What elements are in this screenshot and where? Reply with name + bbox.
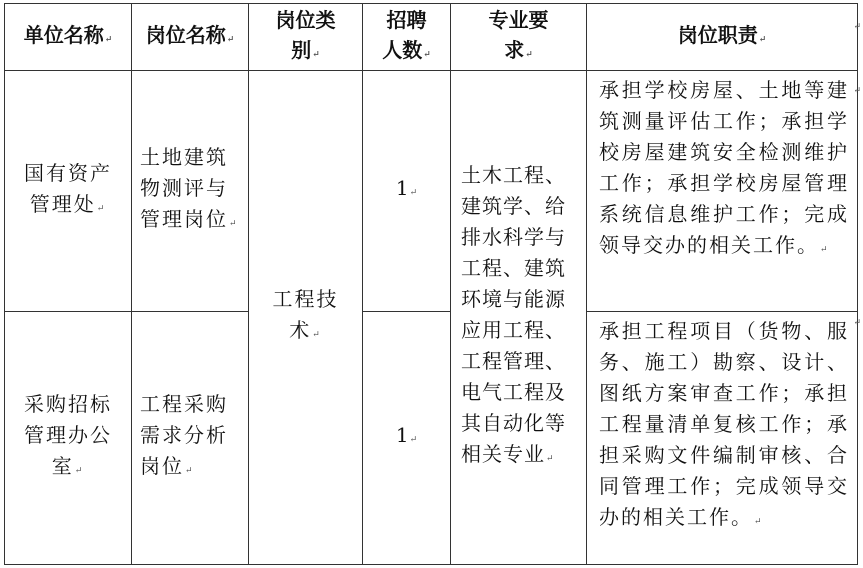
header-major: 专业要求↵	[451, 4, 587, 71]
header-post: 岗位名称↵	[132, 4, 249, 71]
recruitment-table-container	[4, 3, 858, 565]
header-unit: 单位名称↵	[5, 4, 132, 71]
header-row	[5, 4, 858, 71]
row-end-mark: ↵	[853, 318, 861, 328]
table-row	[5, 71, 858, 312]
cell-post: 工程采购需求分析岗位↵	[132, 312, 249, 565]
header-type: 岗位类别↵	[249, 4, 363, 71]
cell-count: 1↵	[363, 71, 451, 312]
header-count: 招聘人数↵	[363, 4, 451, 71]
cell-unit: 采购招标管理办公室↵	[5, 312, 132, 565]
cell-post: 土地建筑物测评与管理岗位↵	[132, 71, 249, 312]
cell-major: 土木工程、建筑学、给排水科学与工程、建筑环境与能源应用工程、工程管理、电气工程及其自动化等相关专业↵	[451, 71, 587, 565]
header-duty: 岗位职责↵	[587, 4, 858, 71]
cell-duty: 承担工程项目（货物、服务、施工）勘察、设计、图纸方案审查工作；承担工程量清单复核工作；承担采购文件编制审核、合同管理工作；完成领导交办的相关工作。↵	[587, 312, 858, 565]
cell-count: 1↵	[363, 312, 451, 565]
table-row	[5, 312, 858, 565]
recruitment-table	[4, 3, 858, 565]
cell-duty: 承担学校房屋、土地等建筑测量评估工作；承担学校房屋建筑安全检测维护工作；承担学校房屋管理系统信息维护工作；完成领导交办的相关工作。↵	[587, 71, 858, 312]
cell-type: 工程技术↵	[249, 71, 363, 565]
row-end-mark: ↵	[853, 22, 861, 32]
cell-unit: 国有资产管理处↵	[5, 71, 132, 312]
row-end-mark: ↵	[853, 86, 861, 96]
